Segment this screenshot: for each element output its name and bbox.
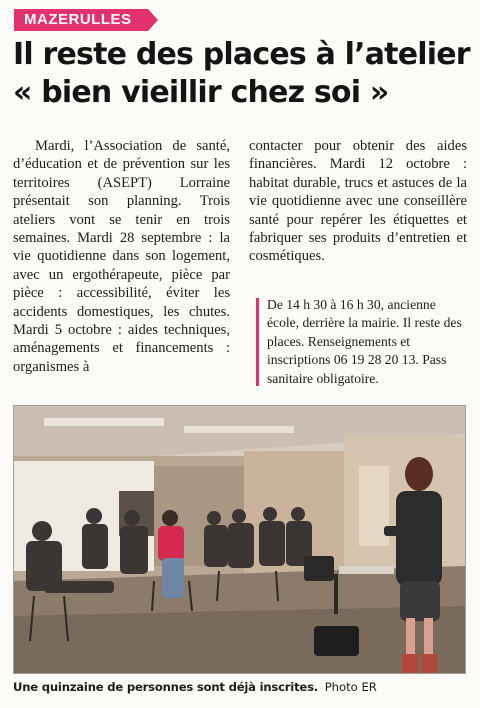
headline-line-1: Il reste des places à l’atelier	[13, 37, 470, 72]
practical-info-text: De 14 h 30 à 16 h 30, ancienne école, derrière la mairie. Il reste des places. Renseignements et inscriptions 06 19 28 20 13. Pass sanitaire obligatoire.	[267, 297, 462, 386]
photo-caption	[13, 679, 473, 695]
headline-line-2: « bien vieillir chez soi »	[13, 75, 389, 110]
info-accent-bar	[256, 298, 259, 386]
photo-illustration	[14, 406, 465, 673]
photo-credit: Photo ER	[324, 680, 377, 694]
headline	[13, 36, 473, 112]
section-tag	[14, 9, 158, 31]
article-body-right-column: contacter pour obtenir des aides financières. Mardi 12 octobre : habitat durable, trucs et astuces de la vie quotidienne avec une conseillère santé pour repérer les étiquettes et fabriquer ses produits d’entretien et cosmétiques.	[249, 138, 467, 265]
caption-text: Une quinzaine de personnes sont déjà inscrites.	[13, 680, 318, 694]
article-photo	[13, 405, 466, 674]
article-body-left-column: Mardi, l’Association de santé, d’éducation et de prévention sur les territoires (ASEPT) Lorraine présentait son planning. Trois ateliers vont se tenir en trois semaines. Mardi 28 septembre : la vie quotidienne dans son logement, avec un ergothérapeute, pièce par pièce : accessibilité, éviter les accidents domestiques, les chutes. Mardi 5 octobre : aides techniques, aménagements et financements : organismes à	[13, 138, 230, 375]
section-tag-label: MAZERULLES	[24, 11, 132, 28]
practical-info-box	[256, 296, 470, 388]
